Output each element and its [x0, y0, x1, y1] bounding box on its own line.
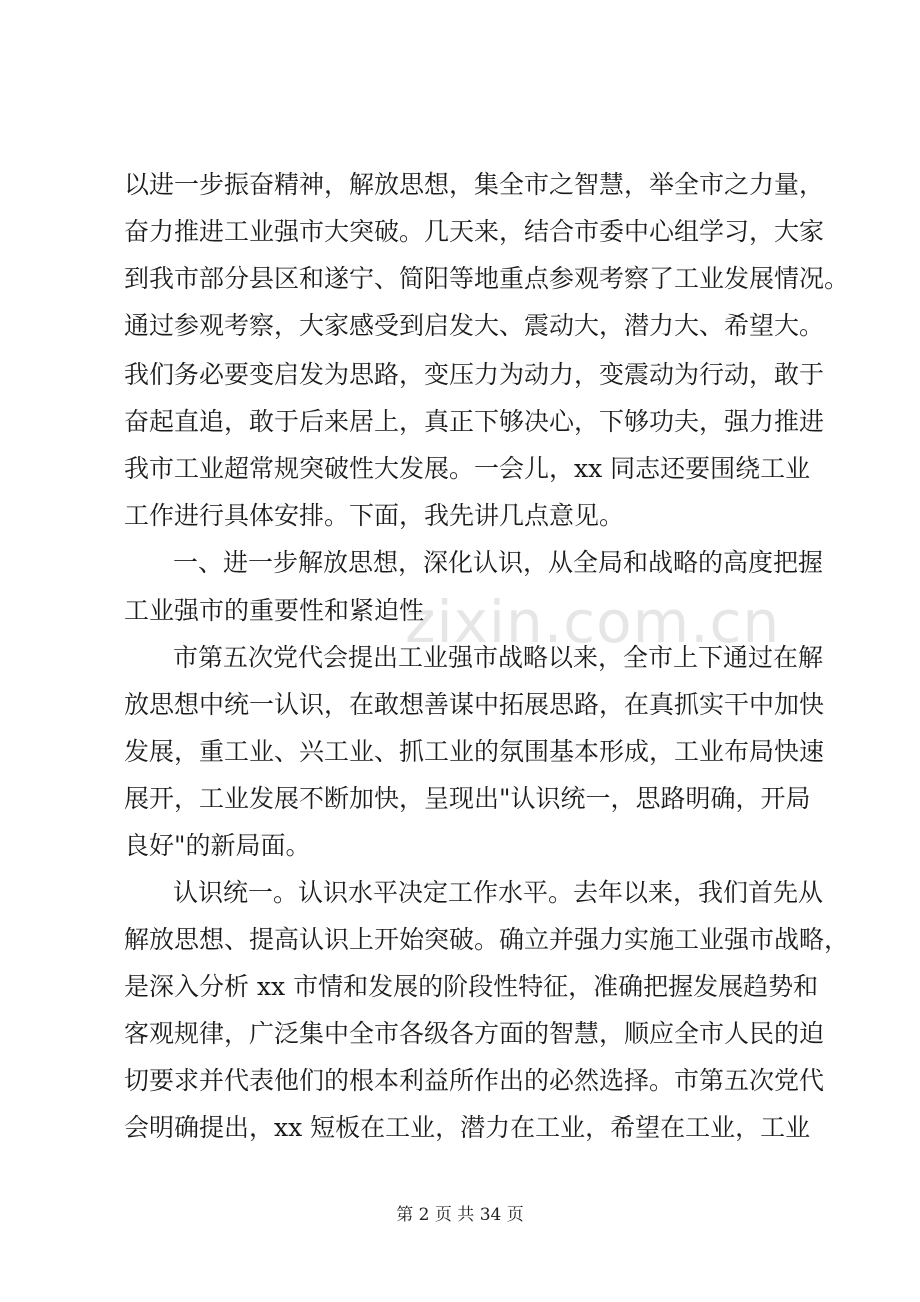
text-line: 客观规律，广泛集中全市各级各方面的智慧，顺应全市人民的迫 [124, 1019, 825, 1048]
text-line: 认识统一。认识水平决定工作水平。去年以来，我们首先从 [173, 878, 824, 907]
text-line: 是深入分析 xx 市情和发展的阶段性特征，准确把握发展趋势和 [124, 972, 819, 1001]
text-line: 解放思想、提高认识上开始突破。确立并强力实施工业强市战略， [124, 925, 850, 954]
text-line: 展开，工业发展不断加快，呈现出"认识统一，思路明确，开局 [124, 784, 811, 813]
text-line: 工作进行具体安排。下面，我先讲几点意见。 [124, 501, 625, 530]
text-line: 我们务必要变启发为思路，变压力为动力，变震动为行动，敢于 [124, 360, 825, 389]
text-line: 放思想中统一认识，在敢想善谋中拓展思路，在真抓实干中加快 [124, 690, 825, 719]
text-line: 会明确提出，xx 短板在工业，潜力在工业，希望在工业，工业 [124, 1113, 811, 1142]
text-line: 通过参观考察，大家感受到启发大、震动大，潜力大、希望大。 [124, 311, 825, 340]
page-number-footer: 第 2 页 共 34 页 [396, 1205, 524, 1225]
text-line: 我市工业超常规突破性大发展。一会儿，xx 同志还要围绕工业 [124, 454, 811, 483]
text-line: 奋起直追，敢于后来居上，真正下够决心，下够功夫，强力推进 [124, 407, 825, 436]
text-line: 切要求并代表他们的根本利益所作出的必然选择。市第五次党代 [124, 1066, 825, 1095]
section-heading: 工业强市的重要性和紧迫性 [124, 596, 425, 625]
text-line: 到我市部分县区和遂宁、简阳等地重点参观考察了工业发展情况。 [124, 264, 850, 293]
section-heading: 一、进一步解放思想，深化认识，从全局和战略的高度把握 [173, 548, 824, 577]
text-line: 良好"的新局面。 [124, 831, 311, 860]
text-line: 以进一步振奋精神，解放思想，集全市之智慧，举全市之力量， [124, 170, 825, 199]
text-line: 发展，重工业、兴工业、抓工业的氛围基本形成，工业布局快速 [124, 737, 825, 766]
text-line: 奋力推进工业强市大突破。几天来，结合市委中心组学习，大家 [124, 217, 825, 246]
text-line: 市第五次党代会提出工业强市战略以来，全市上下通过在解 [173, 643, 824, 672]
watermark: zixin.com.cn [405, 588, 781, 656]
